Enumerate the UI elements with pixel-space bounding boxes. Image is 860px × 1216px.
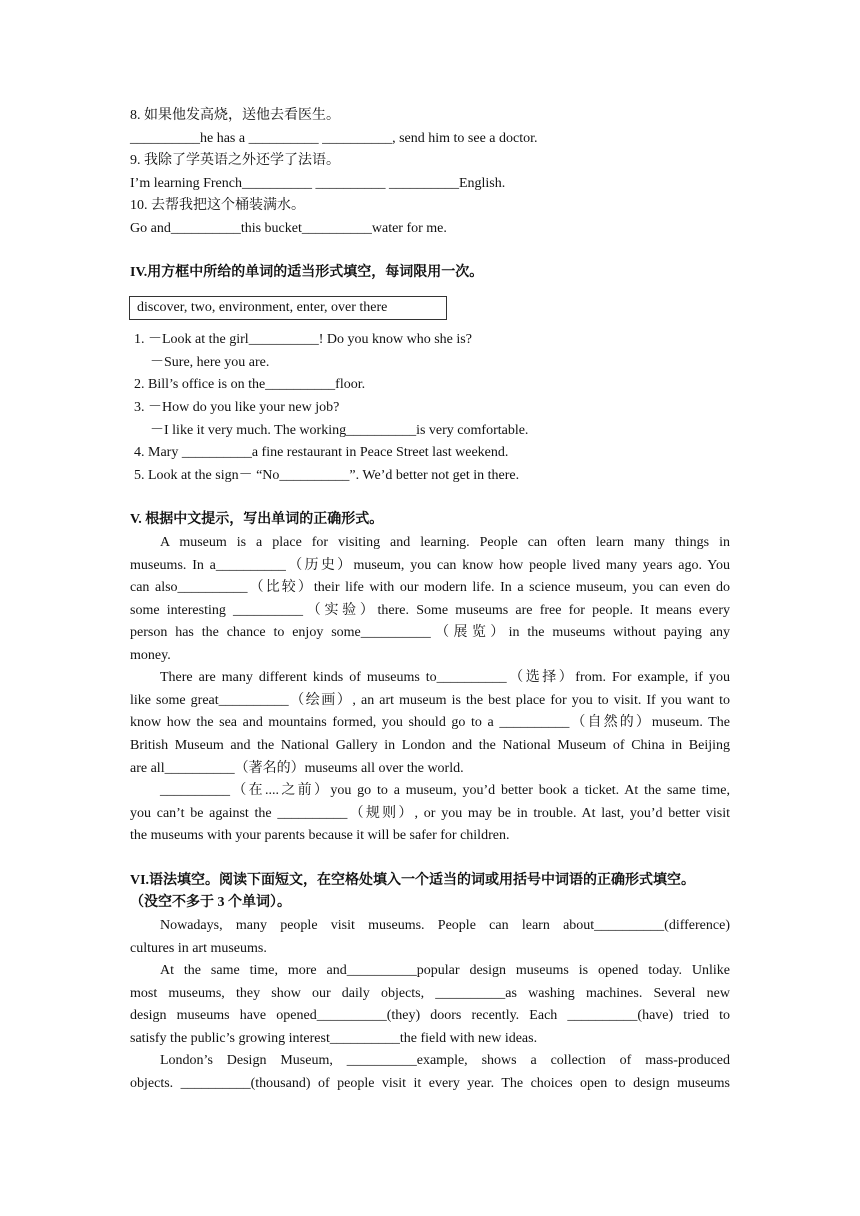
s6-line: most museums, they show our daily objects, __________as washing machines. Several new bbox=[130, 986, 730, 1001]
s5-line: __________（在....之前）you go to a museum, you’d better book a ticket. At the same time, bbox=[160, 783, 730, 798]
q8-english: __________he has a __________ __________, send him to see a doctor. bbox=[130, 131, 538, 146]
section-6-heading-2: （没空不多于 3 个单词）。 bbox=[130, 895, 291, 910]
s6-line: cultures in art museums. bbox=[130, 941, 267, 956]
s5-line: There are many different kinds of museums to__________（选择）from. For example, if you bbox=[160, 670, 730, 685]
s4-item-1: 1. －Look at the girl__________! Do you know who she is? bbox=[134, 332, 472, 347]
section-5-heading: V. 根据中文提示，写出单词的正确形式。 bbox=[130, 512, 384, 527]
s4-item-3-reply: －I like it very much. The working__________is very comfortable. bbox=[150, 423, 529, 438]
s6-line: objects. __________(thousand) of people visit it every year. The choices open to design museums bbox=[130, 1076, 730, 1091]
q10-chinese: 10. 去帮我把这个桶装满水。 bbox=[130, 198, 305, 213]
section-6-heading: VI.语法填空。阅读下面短文，在空格处填入一个适当的词或用括号中词语的正确形式填空。 bbox=[130, 873, 696, 888]
s5-line: person has the chance to enjoy some__________（展览）in the museums without paying any bbox=[130, 625, 730, 640]
s5-line: can also__________（比较）their life with our modern life. In a science museum, you can even do bbox=[130, 580, 730, 595]
word-box: discover, two, environment, enter, over there bbox=[129, 296, 447, 320]
s6-line: Nowadays, many people visit museums. People can learn about__________(difference) bbox=[160, 918, 730, 933]
s6-line: design museums have opened__________(they) doors recently. Each __________(have) tried to bbox=[130, 1008, 730, 1023]
s5-line: you can’t be against the __________（规则）, or you may be in trouble. At last, you’d better visit bbox=[130, 806, 730, 821]
s5-line: like some great__________（绘画）, an art museum is the best place for you to visit. If you want to bbox=[130, 693, 730, 708]
s5-line: museums. In a__________（历史）museum, you can know how people lived many years ago. You bbox=[130, 558, 730, 573]
s5-line: the museums with your parents because it will be safer for children. bbox=[130, 828, 510, 843]
q9-chinese: 9. 我除了学英语之外还学了法语。 bbox=[130, 153, 340, 168]
s5-line: A museum is a place for visiting and learning. People can often learn many things in bbox=[160, 535, 730, 550]
s5-line: are all__________（著名的）museums all over the world. bbox=[130, 761, 464, 776]
s5-line: money. bbox=[130, 648, 171, 663]
q10-english: Go and__________this bucket__________water for me. bbox=[130, 221, 447, 236]
s6-line: At the same time, more and__________popular design museums is opened today. Unlike bbox=[160, 963, 730, 978]
q9-english: I’m learning French__________ __________ __________English. bbox=[130, 176, 506, 191]
s5-line: some interesting __________（实验）there. Some museums are free for people. It means every bbox=[130, 603, 730, 618]
s5-line: British Museum and the National Gallery in London and the National Museum of China in Beijing bbox=[130, 738, 730, 753]
s5-line: know how the sea and mountains formed, you should go to a __________（自然的）museum. The bbox=[130, 715, 730, 730]
s4-item-5: 5. Look at the sign－ “No__________”. We’d better not get in there. bbox=[134, 468, 520, 483]
s4-item-2: 2. Bill’s office is on the__________floor. bbox=[134, 377, 366, 392]
s4-item-3: 3. －How do you like your new job? bbox=[134, 400, 340, 415]
s4-item-1-reply: －Sure, here you are. bbox=[150, 355, 270, 370]
section-4-heading: IV.用方框中所给的单词的适当形式填空，每词限用一次。 bbox=[130, 265, 484, 280]
q8-chinese: 8. 如果他发高烧，送他去看医生。 bbox=[130, 108, 340, 123]
s6-line: satisfy the public’s growing interest__________the field with new ideas. bbox=[130, 1031, 538, 1046]
s4-item-4: 4. Mary __________a fine restaurant in Peace Street last weekend. bbox=[134, 445, 509, 460]
s6-line: London’s Design Museum, __________example, shows a collection of mass-produced bbox=[160, 1053, 730, 1068]
